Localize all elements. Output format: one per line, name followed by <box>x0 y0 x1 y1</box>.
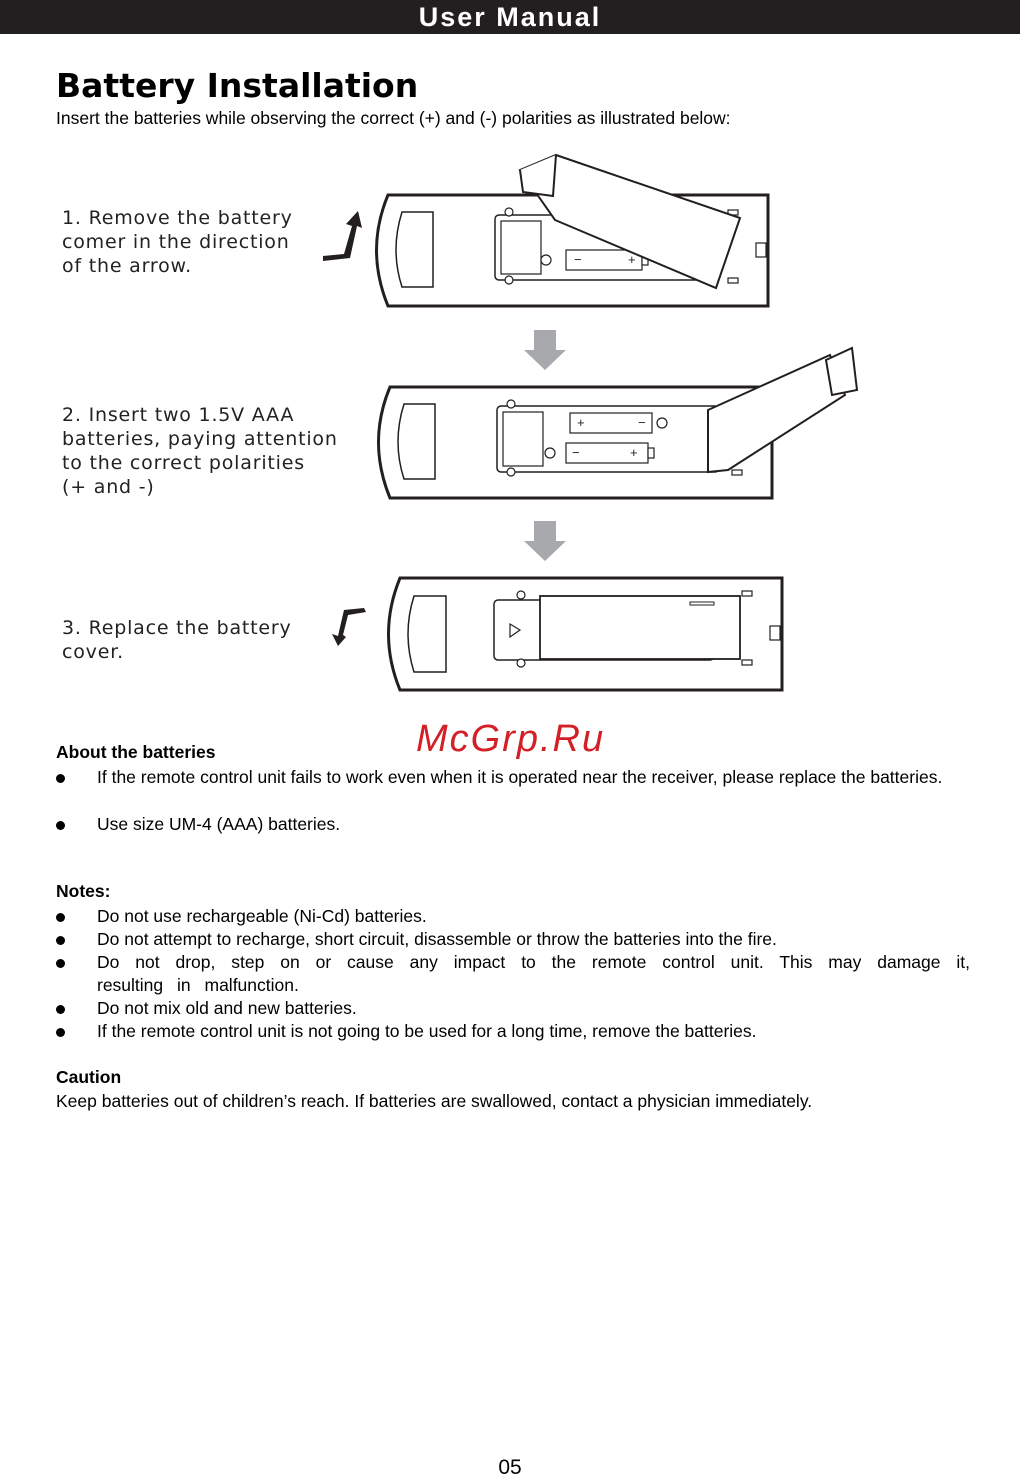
remote-step-3 <box>389 578 783 690</box>
notes-heading: Notes: <box>56 881 111 901</box>
bullet-icon <box>56 936 65 945</box>
remote-step-2 <box>379 348 858 498</box>
battery-plus-sign: + <box>628 252 636 267</box>
arrow-up-icon <box>323 211 362 261</box>
down-arrow-icon <box>524 521 566 561</box>
intro-text: Insert the batteries while observing the correct (+) and (-) polarities as illustrated below: <box>56 108 731 128</box>
caution-heading: Caution <box>56 1067 122 1087</box>
down-arrow-icon <box>524 330 566 370</box>
bullet-icon <box>56 1028 65 1037</box>
step-3-text: 3. Replace the battery cover. <box>62 617 292 663</box>
battery-minus-sign: − <box>572 445 580 460</box>
bullet-icon <box>56 821 65 830</box>
page-number: 05 <box>498 1456 522 1479</box>
about-heading: About the batteries <box>56 742 216 762</box>
arrow-down-icon <box>332 608 366 646</box>
battery-minus-sign: − <box>574 252 582 267</box>
section-title: Battery Installation <box>56 66 419 105</box>
battery-installation-illustration <box>0 0 1020 700</box>
battery-plus-sign: + <box>577 415 585 430</box>
bullet-icon <box>56 774 65 783</box>
remote-step-1 <box>377 155 769 306</box>
step-1-text: 1. Remove the battery comer in the direction of the arrow. <box>62 207 293 277</box>
step-2-text: 2. Insert two 1.5V AAA batteries, paying attention to the correct polarities (+ and -) <box>62 404 338 498</box>
bullet-icon <box>56 959 65 968</box>
bullet-icon <box>56 1005 65 1014</box>
bullet-icon <box>56 913 65 922</box>
header-title: User Manual <box>418 2 602 32</box>
caution-text: Keep batteries out of children’s reach. If batteries are swallowed, contact a physician immediately. <box>56 1091 813 1111</box>
watermark-text: McGrp.Ru <box>416 718 606 760</box>
battery-minus-sign: − <box>638 415 646 430</box>
battery-plus-sign: + <box>630 445 638 460</box>
